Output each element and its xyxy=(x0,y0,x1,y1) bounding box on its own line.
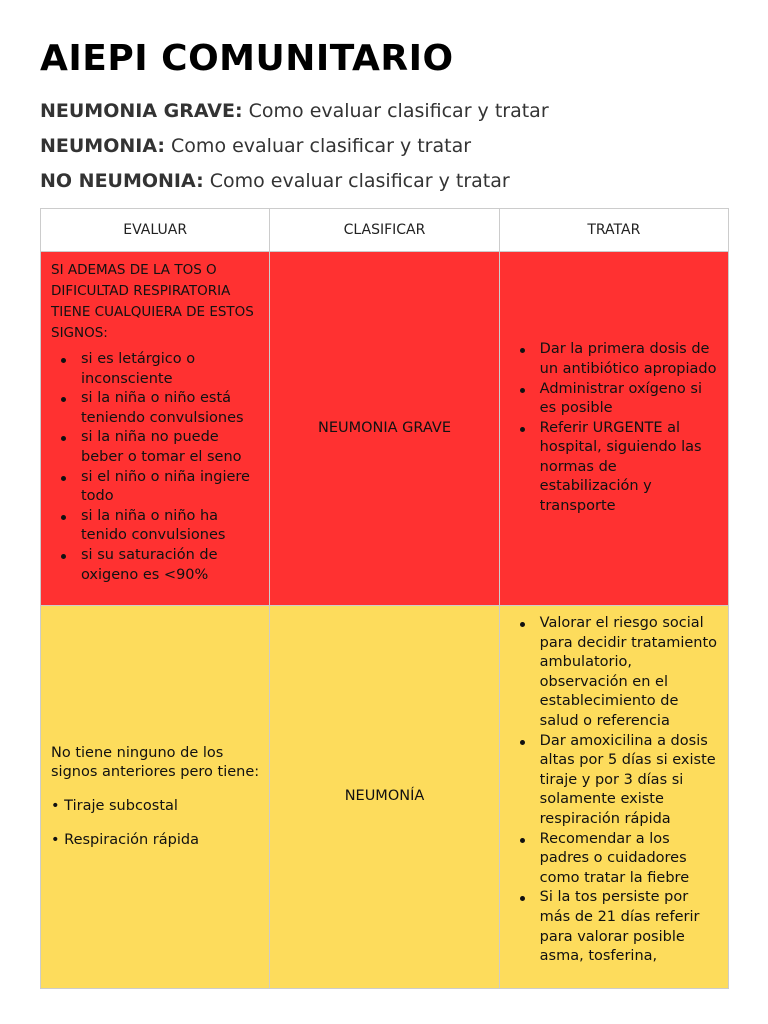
list-item: si el niño o niña ingiere todo xyxy=(81,468,259,507)
list-item: si la niña no puede beber o tomar el seno xyxy=(81,428,259,467)
header-tratar: TRATAR xyxy=(499,209,728,252)
sign-respiracion: • Respiración rápida xyxy=(51,831,199,848)
page-title: AIEPI COMUNITARIO xyxy=(40,38,454,79)
table-row-neumonia xyxy=(41,606,729,989)
subtitle-neumonia-grave xyxy=(40,100,549,122)
tratar-list xyxy=(510,614,718,967)
subtitle-label: NO NEUMONIA: xyxy=(40,170,204,192)
subtitle-text: Como evaluar clasificar y tratar xyxy=(242,100,549,122)
table-row-neumonia-grave xyxy=(41,252,729,606)
subtitle-no-neumonia xyxy=(40,170,510,192)
list-item: si la niña o niño está teniendo convulsiones xyxy=(81,389,259,428)
cell-evaluar-neumonia xyxy=(41,606,270,989)
list-item: Dar la primera dosis de un antibiótico apropiado xyxy=(540,340,718,379)
evaluar-signs-list xyxy=(51,350,259,585)
list-item: si es letárgico o inconsciente xyxy=(81,350,259,389)
list-item: Recomendar a los padres o cuidadores como tratar la fiebre xyxy=(540,830,718,889)
subtitle-label: NEUMONIA GRAVE: xyxy=(40,100,243,122)
cell-evaluar-grave xyxy=(41,252,270,606)
header-evaluar: EVALUAR xyxy=(41,209,270,252)
list-item: si la niña o niño ha tenido convulsiones xyxy=(81,507,259,546)
tratar-list xyxy=(510,340,718,516)
cell-clasificar-neumonia: NEUMONÍA xyxy=(270,606,499,989)
cell-clasificar-grave: NEUMONIA GRAVE xyxy=(270,252,499,606)
table-header-row xyxy=(41,209,729,252)
list-item: si su saturación de oxigeno es <90% xyxy=(81,546,259,585)
list-item: Si la tos persiste por más de 21 días referir para valorar posible asma, tosferina, xyxy=(540,888,718,966)
subtitle-text: Como evaluar clasificar y tratar xyxy=(203,170,510,192)
header-clasificar: CLASIFICAR xyxy=(270,209,499,252)
evaluar-intro: SI ADEMAS DE LA TOS O DIFICULTAD RESPIRATORIA TIENE CUALQUIERA DE ESTOS SIGNOS: xyxy=(51,262,254,341)
cell-tratar-neumonia xyxy=(499,606,728,989)
subtitle-text: Como evaluar clasificar y tratar xyxy=(165,135,472,157)
sign-tiraje: • Tiraje subcostal xyxy=(51,798,178,814)
list-item: Administrar oxígeno si es posible xyxy=(540,380,718,419)
list-item: Dar amoxicilina a dosis altas por 5 días si existe tiraje y por 3 días si solamente existe respiración rápida xyxy=(540,732,718,830)
evaluar-intro: No tiene ninguno de los signos anteriores pero tiene: xyxy=(51,744,260,781)
cell-tratar-grave xyxy=(499,252,728,606)
subtitle-neumonia xyxy=(40,135,471,157)
aiepi-table xyxy=(40,208,729,989)
list-item: Referir URGENTE al hospital, siguiendo las normas de estabilización y transporte xyxy=(540,419,718,517)
list-item: Valorar el riesgo social para decidir tratamiento ambulatorio, observación en el establecimiento de salud o referencia xyxy=(540,614,718,732)
subtitle-label: NEUMONIA: xyxy=(40,135,165,157)
